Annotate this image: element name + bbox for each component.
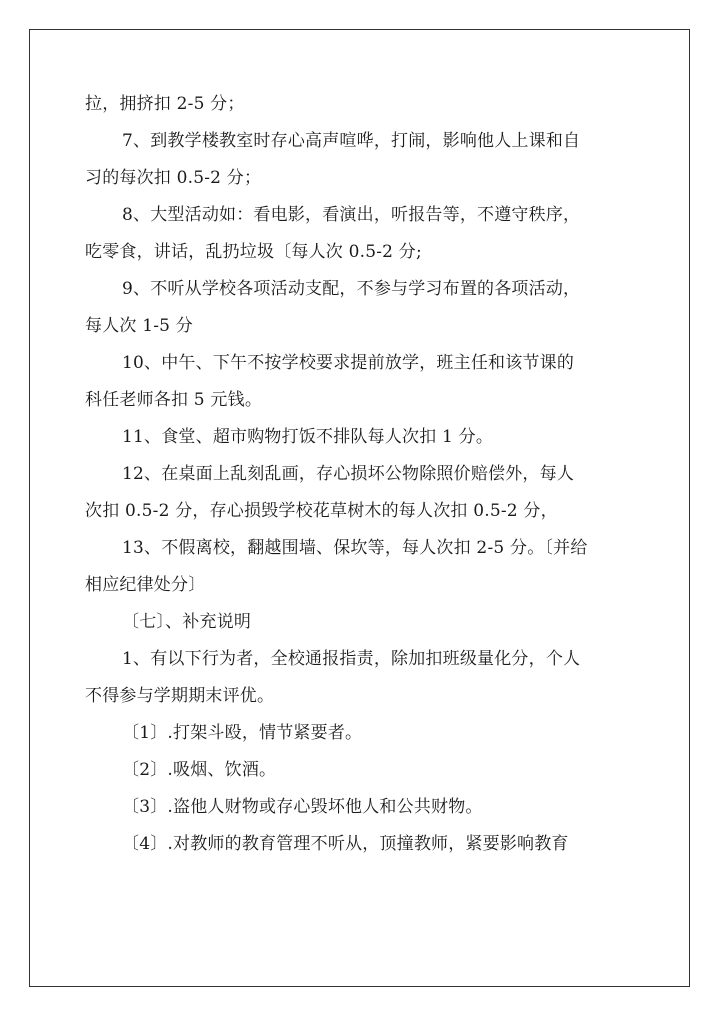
list-item: 〔3〕.盗他人财物或存心毁坏他人和公共财物。 (122, 797, 483, 817)
document-body (85, 86, 637, 863)
text-line: 习的每次扣 0.5-2 分； (85, 168, 262, 188)
list-item: 〔2〕.吸烟、饮酒。 (122, 760, 277, 780)
text-line: 12、在桌面上乱刻乱画，存心损坏公物除照价赔偿外，每人 (122, 464, 575, 484)
text-line: 每人次 1-5 分 (85, 316, 193, 336)
text-line: 拉，拥挤扣 2-5 分； (85, 94, 245, 114)
list-item: 〔4〕.对教师的教育管理不听从，顶撞教师，紧要影响教育 (122, 834, 569, 854)
list-item: 〔1〕.打架斗殴，情节紧要者。 (122, 723, 363, 743)
text-line: 相应纪律处分〕 (85, 575, 206, 595)
text-line: 1、有以下行为者，全校通报指责，除加扣班级量化分，个人 (122, 649, 581, 669)
text-line: 科任老师各扣 5 元钱。 (85, 390, 263, 410)
text-line: 8、大型活动如：看电影，看演出，听报告等，不遵守秩序， (122, 205, 581, 225)
text-line: 次扣 0.5-2 分，存心损毁学校花草树木的每人次扣 0.5-2 分， (85, 501, 558, 521)
text-line: 13、不假离校，翻越围墙、保坎等，每人次扣 2-5 分。〔并给 (122, 538, 588, 558)
text-line: 7、到教学楼教室时存心高声喧哗，打闹，影响他人上课和自 (122, 131, 581, 151)
text-line: 吃零食，讲话，乱扔垃圾〔每人次 0.5-2 分; (85, 242, 422, 262)
text-line: 9、不听从学校各项活动支配，不参与学习布置的各项活动， (122, 279, 581, 299)
text-line: 不得参与学期期末评优。 (85, 686, 275, 706)
text-line: 10、中午、下午不按学校要求提前放学，班主任和该节课的 (122, 353, 575, 373)
section-heading: 〔七〕、补充说明 (122, 612, 252, 632)
text-line: 11、食堂、超市购物打饭不排队每人次扣 1 分。 (122, 427, 494, 447)
